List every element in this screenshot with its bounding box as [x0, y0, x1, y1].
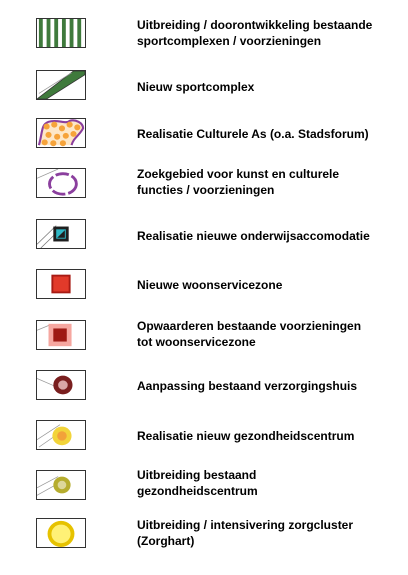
large-yellow-circle-icon	[36, 518, 86, 548]
legend-label: Realisatie nieuw gezondheidscentrum	[137, 429, 355, 443]
green-stripes-icon	[36, 18, 86, 48]
green-diagonal-band-icon	[36, 70, 86, 100]
legend-label: Realisatie Culturele As (o.a. Stadsforum)	[137, 127, 369, 141]
legend-label: Nieuwe woonservicezone	[137, 278, 283, 292]
legend-label: Opwaarderen bestaande voorzieningen tot woonservicezone	[137, 319, 362, 349]
dark-red-circle-icon	[36, 370, 86, 400]
teal-school-icon	[36, 219, 86, 249]
red-square-pink-halo-icon	[36, 320, 86, 350]
olive-circle-icon	[36, 470, 86, 500]
legend-label: Uitbreiding / intensivering zorgcluster (Zorghart)	[137, 518, 354, 548]
orange-dots-purple-outline-icon	[36, 118, 86, 148]
yellow-orange-circle-icon	[36, 420, 86, 450]
legend-label: Nieuw sportcomplex	[137, 80, 255, 94]
legend-label: Uitbreiding bestaand gezondheidscentrum	[137, 468, 258, 498]
red-square-icon	[36, 269, 86, 299]
legend-label: Zoekgebied voor kunst en culturele functies / voorzieningen	[137, 167, 340, 197]
legend-label: Aanpassing bestaand verzorgingshuis	[137, 379, 358, 393]
legend-label: Uitbreiding / doorontwikkeling bestaande sportcomplexen / voorzieningen	[137, 18, 373, 48]
purple-ring-icon	[36, 168, 86, 198]
legend-label: Realisatie nieuwe onderwijsaccomodatie	[137, 229, 370, 243]
